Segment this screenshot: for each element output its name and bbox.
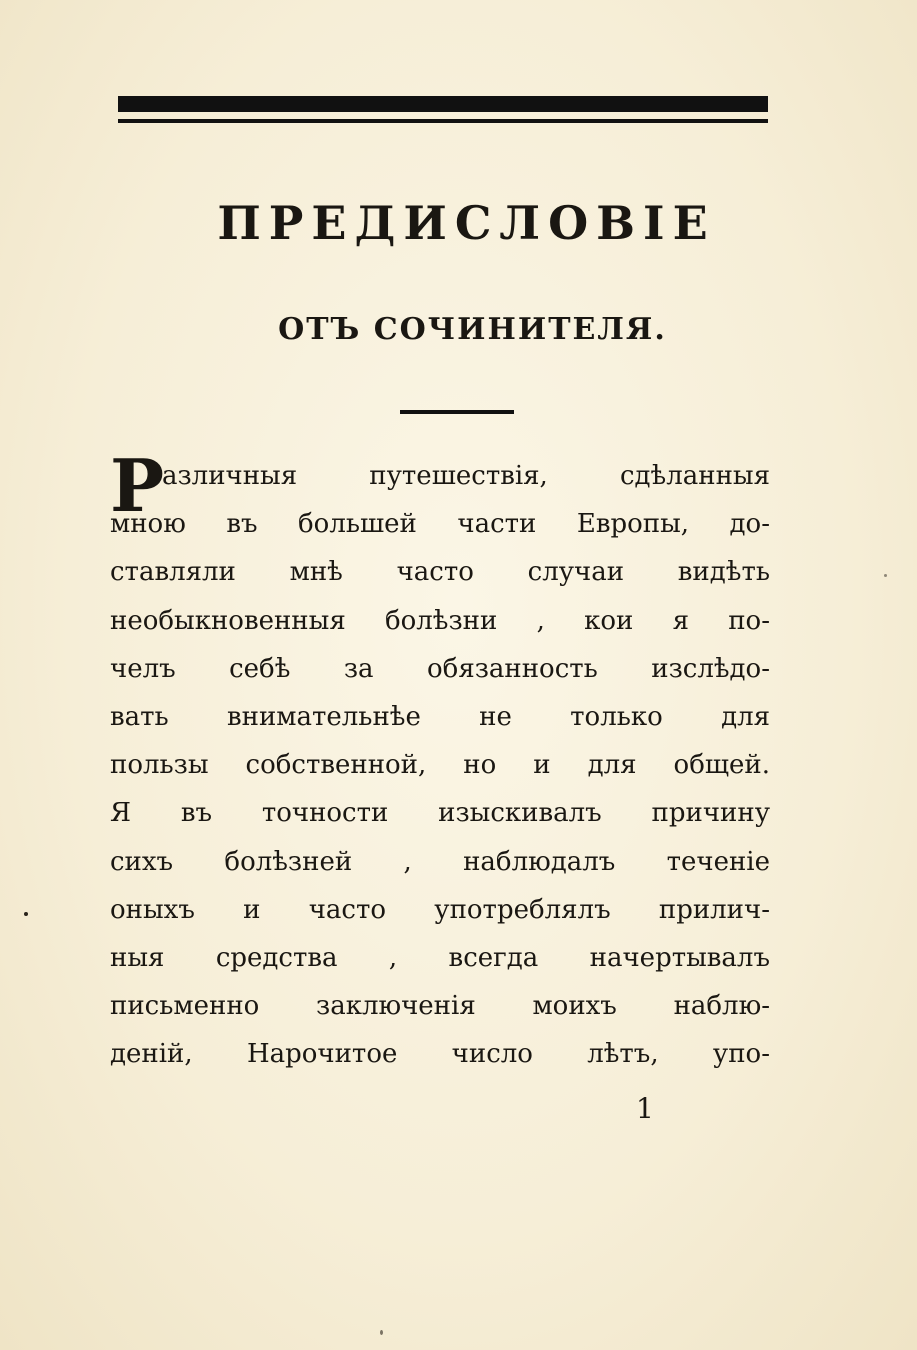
text-line: мною въ большей части Европы, до- <box>110 509 770 540</box>
paper-speck <box>884 574 887 577</box>
body-text <box>110 443 770 1078</box>
paper-speck <box>380 1330 383 1335</box>
text-line: Я въ точности изыскивалъ причину <box>110 798 770 829</box>
text-line: азличныя путешествія, сдѣланныя <box>162 461 770 491</box>
header-rule-thin <box>118 119 768 123</box>
page-subtitle: ОТЪ СОЧИНИТЕЛЯ. <box>278 312 667 347</box>
text-line: оныхъ и часто употреблялъ прилич- <box>110 894 770 925</box>
text-line: вать внимательнѣе не только для <box>110 701 770 732</box>
signature-mark: 1 <box>636 1092 654 1125</box>
text-line: сихъ болѣзней , наблюдалъ теченіе <box>110 846 770 877</box>
page-title: ПРЕДИСЛОВІЕ <box>217 196 716 250</box>
section-divider <box>400 410 514 414</box>
header-rule-thick <box>118 96 768 112</box>
text-line: ныя средства , всегда начертывалъ <box>110 942 770 973</box>
drop-cap: Р <box>110 443 165 528</box>
text-line: челъ себѣ за обязанность изслѣдо- <box>110 653 770 684</box>
paper-speck <box>24 912 28 916</box>
text-line: необыкновенныя болѣзни , кои я по- <box>110 605 770 636</box>
text-line: письменно заключенія моихъ наблю- <box>110 991 770 1022</box>
text-line: деній, Нарочитое число лѣтъ, упо- <box>110 1039 770 1070</box>
text-line: ставляли мнѣ часто случаи видѣть <box>110 557 770 588</box>
text-line: пользы собственной, но и для общей. <box>110 750 770 781</box>
